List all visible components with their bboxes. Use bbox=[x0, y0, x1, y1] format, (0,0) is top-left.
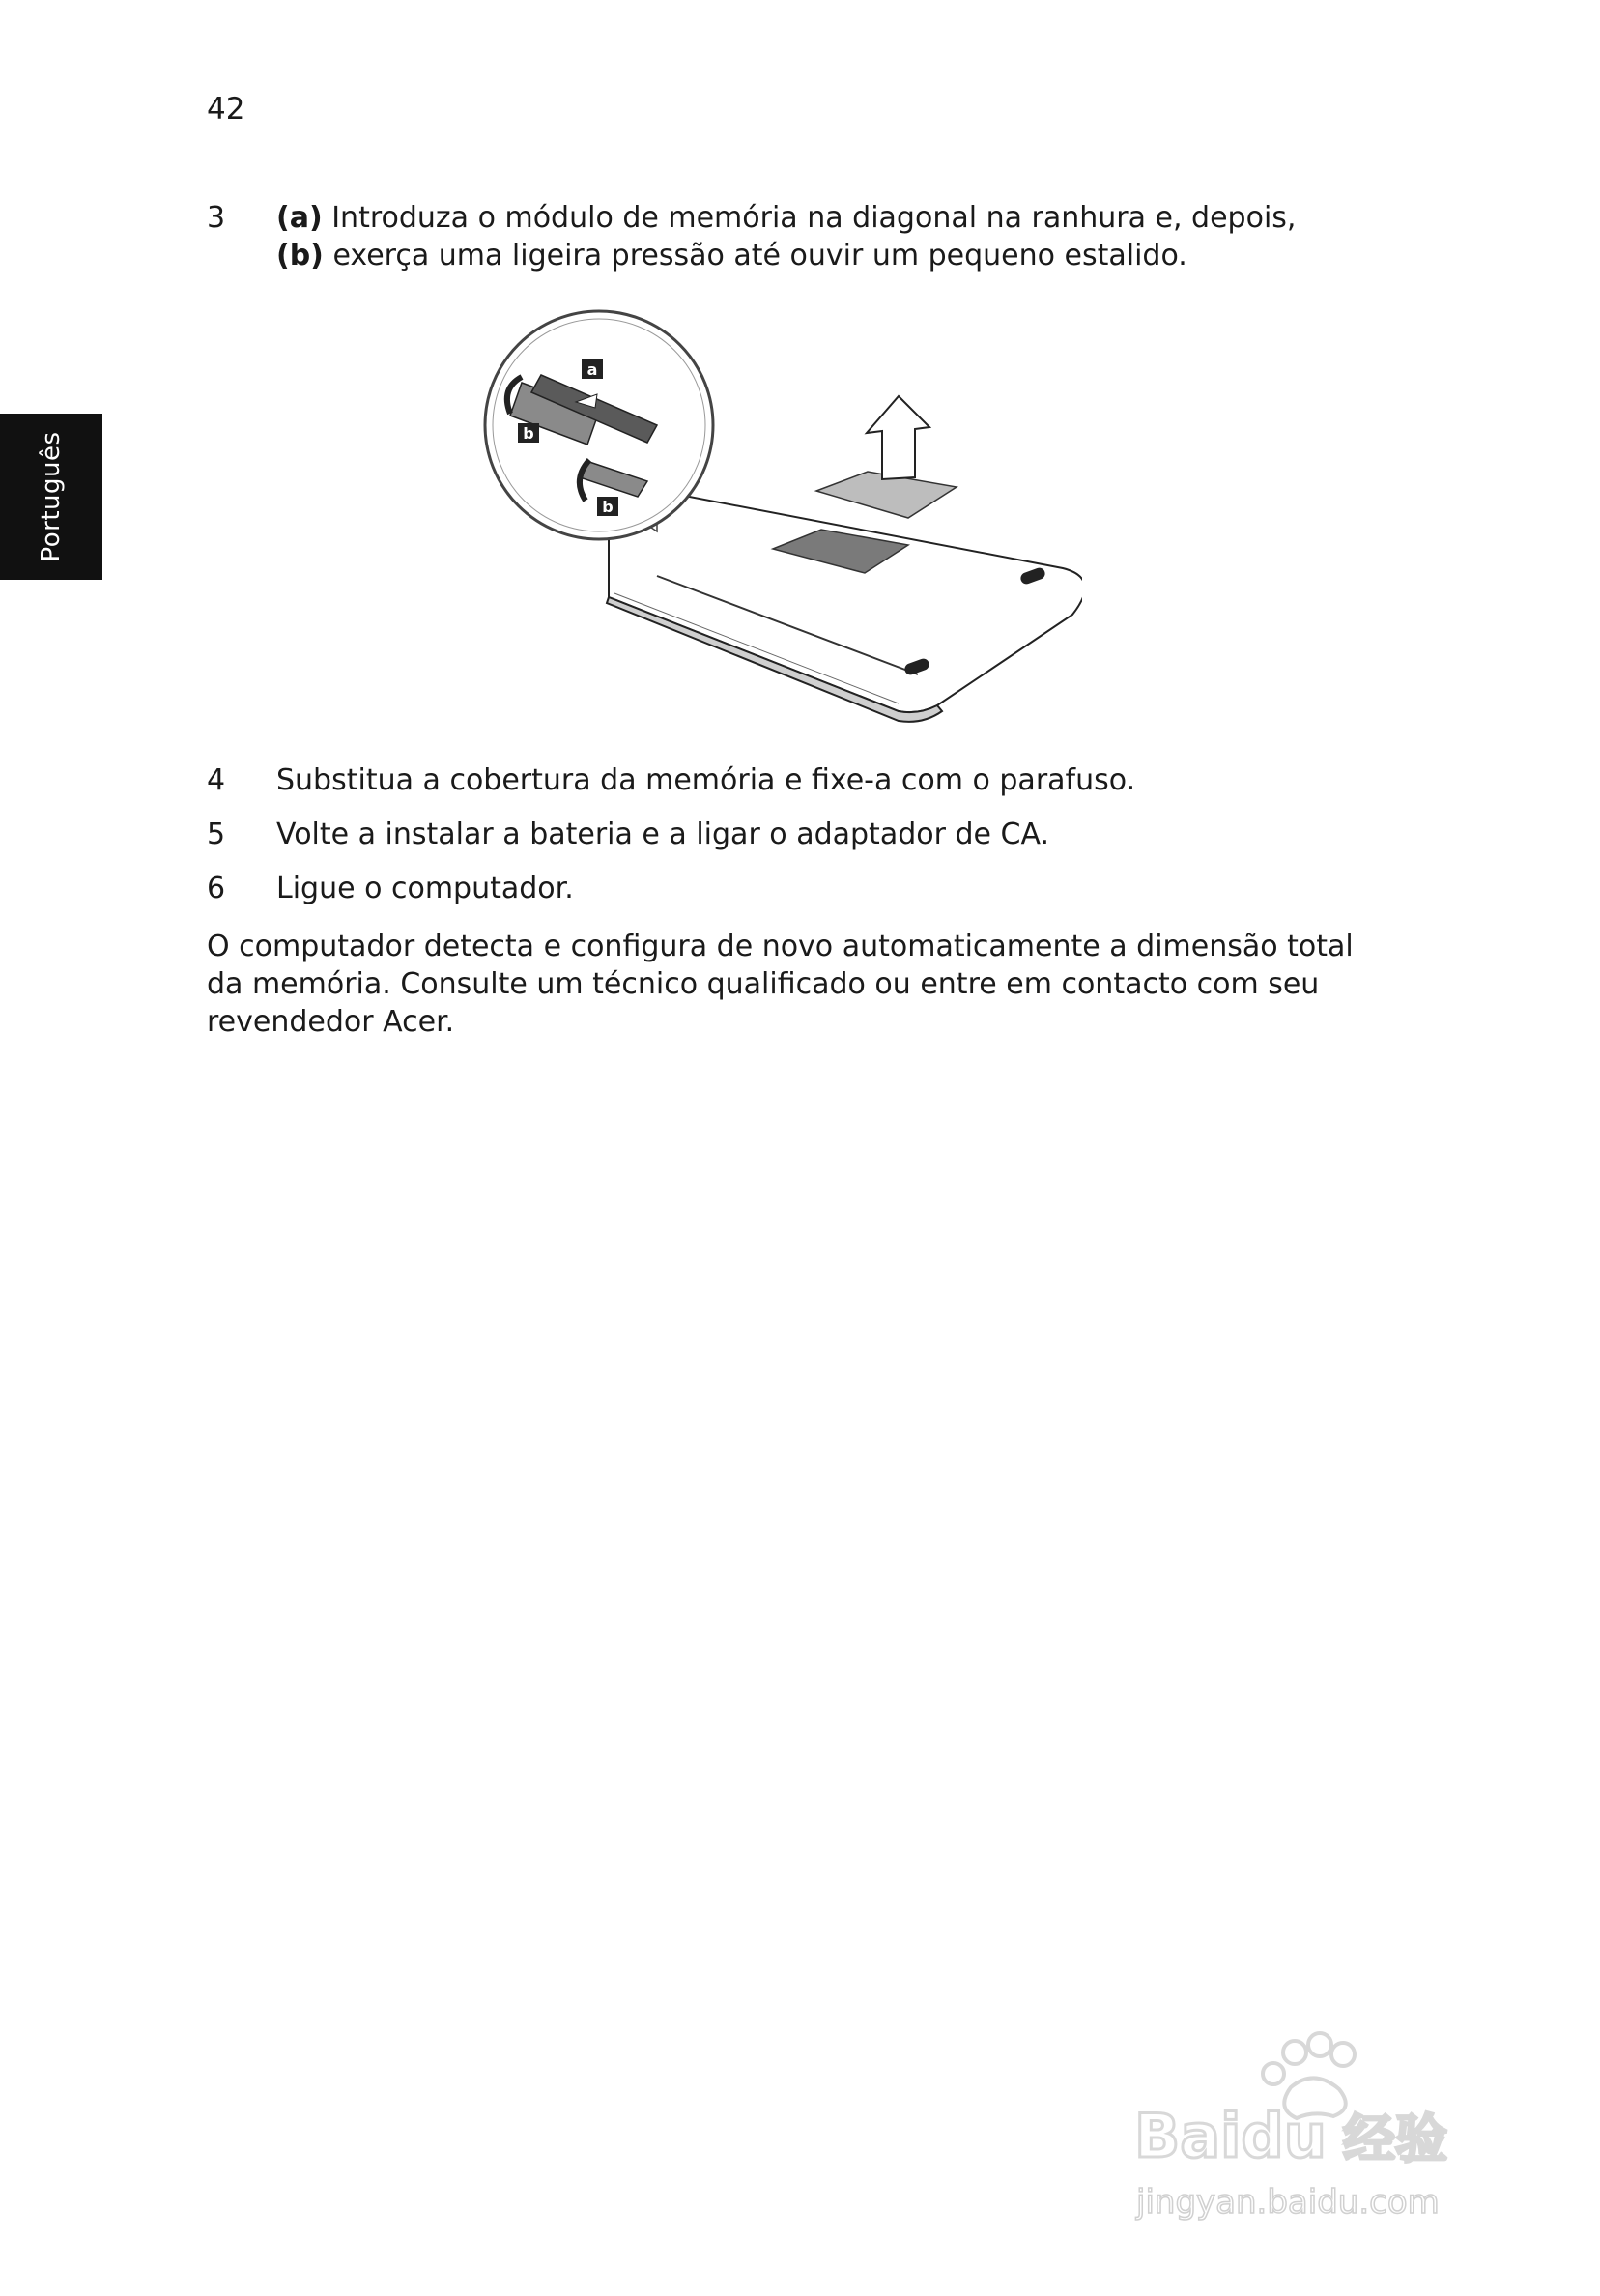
watermark-brand: Baidu bbox=[1134, 2101, 1327, 2171]
step-5-text: Volte a instalar a bateria e a ligar o adaptador de CA. bbox=[276, 818, 1049, 851]
page-number: 42 bbox=[207, 92, 245, 127]
watermark-url: jingyan.baidu.com bbox=[1136, 2183, 1440, 2222]
closing-paragraph bbox=[207, 928, 1395, 1041]
lift-arrow-icon bbox=[867, 396, 929, 479]
step-number: 6 bbox=[207, 872, 226, 905]
language-side-tab bbox=[0, 414, 102, 580]
step-number: 3 bbox=[207, 201, 226, 235]
callout-b-label: b bbox=[523, 424, 534, 443]
callout-a-badge bbox=[582, 359, 603, 379]
callout-a-label: a bbox=[586, 360, 598, 379]
step-6-text: Ligue o computador. bbox=[276, 872, 574, 905]
paragraph-line: revendedor Acer. bbox=[207, 1005, 455, 1039]
callout-b2-label: b bbox=[602, 498, 614, 516]
step-number: 4 bbox=[207, 763, 226, 797]
paragraph-line: da memória. Consulte um técnico qualificado ou entre em contacto com seu bbox=[207, 967, 1320, 1001]
laptop-underside bbox=[607, 481, 1082, 722]
step-3-line-a: Introduza o módulo de memória na diagonal na ranhura e, depois, bbox=[322, 201, 1297, 235]
language-side-tab-label: Português bbox=[37, 431, 66, 562]
zoom-circle bbox=[485, 311, 713, 539]
step-3-line-b: exerça uma ligeira pressão até ouvir um pequeno estalido. bbox=[323, 239, 1187, 273]
step-3-label-a: (a) bbox=[276, 201, 323, 235]
memory-install-illustration bbox=[483, 307, 1082, 725]
step-3-text bbox=[276, 199, 1296, 274]
watermark-brand-cn: 经验 bbox=[1343, 2109, 1447, 2169]
paragraph-line: O computador detecta e configura de novo automaticamente a dimensão total bbox=[207, 930, 1354, 963]
callout-b2-badge bbox=[597, 497, 618, 516]
step-4-text: Substitua a cobertura da memória e fixe-a com o parafuso. bbox=[276, 763, 1136, 797]
step-3-label-b: (b) bbox=[276, 239, 324, 273]
baidu-watermark bbox=[1111, 2029, 1517, 2232]
step-number: 5 bbox=[207, 818, 226, 851]
callout-b-badge bbox=[518, 423, 539, 443]
